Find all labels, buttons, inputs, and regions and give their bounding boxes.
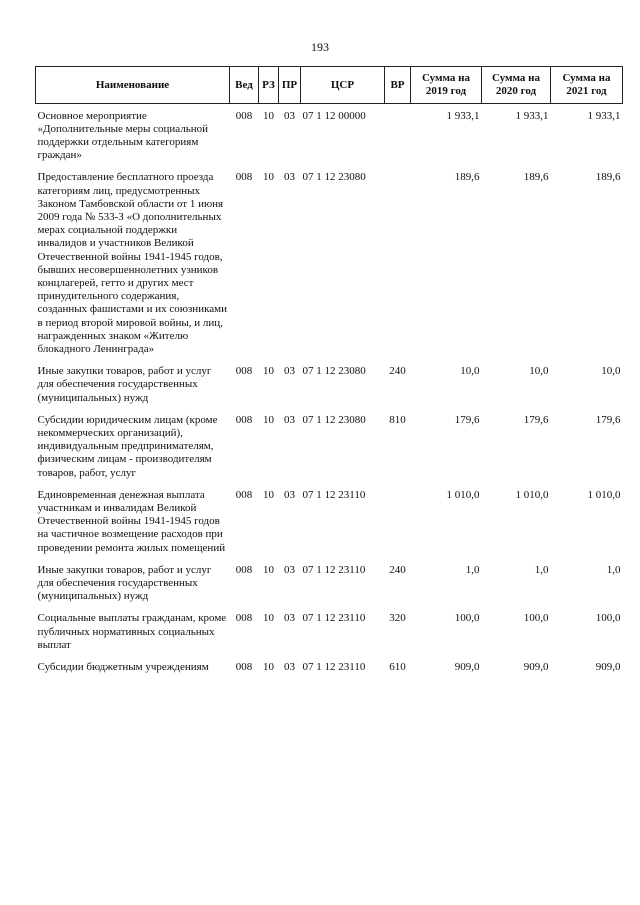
row-sum-2019: 1,0 — [465, 563, 480, 576]
row-rz: 10 — [263, 413, 274, 426]
row-sum-2020: 909,0 — [523, 661, 549, 674]
row-sum-2019: 1 933,1 — [446, 109, 480, 122]
row-rz: 10 — [263, 563, 274, 576]
page-number: 193 — [311, 40, 329, 54]
row-csr: 07 1 12 23110 — [302, 612, 366, 625]
row-sum-2020: 189,6 — [523, 171, 549, 184]
row-name: Субсидии юридическим лицам (кроме некоммерческих организаций), индивидуальным предпринимателям, физическим лицам - производителям товаров, работ, услуг — [37, 413, 218, 479]
row-sum-2021: 1 933,1 — [587, 109, 621, 122]
row-rz: 10 — [263, 109, 274, 122]
row-csr: 07 1 12 00000 — [302, 109, 366, 122]
row-sum-2019: 189,6 — [454, 171, 480, 184]
table-row — [36, 110, 623, 172]
header-sum-2019: Сумма на 2019 год — [411, 67, 482, 104]
table-header — [36, 67, 623, 104]
table-row — [36, 564, 623, 613]
header-csr: ЦСР — [301, 67, 385, 104]
row-sum-2019: 179,6 — [454, 413, 480, 426]
row-vr — [385, 489, 411, 564]
row-sum-2020: 1,0 — [534, 563, 549, 576]
row-sum-2019: 1 010,0 — [446, 488, 480, 501]
row-sum-2020: 10,0 — [529, 365, 549, 378]
row-ved: 008 — [235, 563, 253, 576]
row-sum-2020: 1 933,1 — [515, 109, 549, 122]
row-ved: 008 — [235, 171, 253, 184]
row-ved: 008 — [235, 661, 253, 674]
budget-table — [35, 66, 623, 683]
row-vr: 240 — [389, 563, 406, 576]
row-pr: 03 — [284, 413, 295, 426]
row-sum-2020: 179,6 — [523, 413, 549, 426]
row-sum-2021: 10,0 — [601, 365, 621, 378]
row-pr: 03 — [284, 563, 295, 576]
row-sum-2021: 179,6 — [595, 413, 621, 426]
row-ved: 008 — [235, 413, 253, 426]
header-ved: Вед — [230, 67, 259, 104]
row-name: Предоставление бесплатного проезда категориям лиц, предусмотренных Законом Тамбовской области от 1 июня 2009 года № 533-З «О дополнительных мерах социальной поддержки инвалидов и участников Великой Отечественной войны 1941-1945 годов, бывших несовершеннолетних узников концлагерей, гетто и других мест принудительного содержания, созданных фашистами и их союзниками в период второй мировой войны, и лиц, награжденных знаком «Жителю блокадного Ленинграда» — [37, 171, 227, 355]
row-sum-2019: 10,0 — [460, 365, 480, 378]
header-rz: РЗ — [259, 67, 279, 104]
table-row — [36, 489, 623, 564]
row-sum-2019: 100,0 — [454, 612, 480, 625]
row-vr — [385, 171, 411, 365]
row-rz: 10 — [263, 365, 274, 378]
row-vr: 320 — [389, 612, 406, 625]
header-sum-2021: Сумма на 2021 год — [551, 67, 623, 104]
header-pr: ПР — [279, 67, 301, 104]
row-pr: 03 — [284, 661, 295, 674]
row-sum-2021: 1,0 — [606, 563, 621, 576]
row-name: Единовременная денежная выплата участникам и инвалидам Великой Отечественной войны 1941-1945 годов на частичное возмещение расходов при проведении ремонта жилых помещений — [37, 488, 226, 554]
row-sum-2020: 100,0 — [523, 612, 549, 625]
table-row — [36, 365, 623, 414]
table-row — [36, 414, 623, 489]
row-name: Основное мероприятие «Дополнительные меры социальной поддержки отдельным категориям граждан» — [37, 109, 209, 162]
row-name: Социальные выплаты гражданам, кроме публичных нормативных социальных выплат — [37, 612, 227, 651]
row-sum-2019: 909,0 — [454, 661, 480, 674]
row-rz: 10 — [263, 612, 274, 625]
row-pr: 03 — [284, 488, 295, 501]
row-pr: 03 — [284, 365, 295, 378]
row-ved: 008 — [235, 488, 253, 501]
table-row — [36, 612, 623, 661]
table-row — [36, 661, 623, 683]
header-sum-2020: Сумма на 2020 год — [482, 67, 551, 104]
row-csr: 07 1 12 23080 — [302, 413, 366, 426]
row-ved: 008 — [235, 109, 253, 122]
row-pr: 03 — [284, 612, 295, 625]
row-pr: 03 — [284, 109, 295, 122]
row-vr — [385, 110, 411, 172]
row-csr: 07 1 12 23110 — [302, 488, 366, 501]
row-vr: 610 — [389, 661, 406, 674]
row-ved: 008 — [235, 365, 253, 378]
row-rz: 10 — [263, 661, 274, 674]
row-name: Субсидии бюджетным учреждениям — [37, 661, 209, 674]
table-body — [36, 104, 623, 684]
row-csr: 07 1 12 23080 — [302, 171, 366, 184]
row-sum-2021: 1 010,0 — [587, 488, 621, 501]
row-pr: 03 — [284, 171, 295, 184]
row-vr: 240 — [389, 365, 406, 378]
row-csr: 07 1 12 23110 — [302, 563, 366, 576]
row-sum-2021: 100,0 — [595, 612, 621, 625]
row-name: Иные закупки товаров, работ и услуг для обеспечения государственных (муниципальных) нужд — [37, 365, 212, 404]
row-rz: 10 — [263, 488, 274, 501]
row-csr: 07 1 12 23110 — [302, 661, 366, 674]
row-sum-2021: 189,6 — [595, 171, 621, 184]
row-ved: 008 — [235, 612, 253, 625]
row-name: Иные закупки товаров, работ и услуг для обеспечения государственных (муниципальных) нужд — [37, 563, 212, 603]
table-row — [36, 171, 623, 365]
header-name: Наименование — [36, 67, 230, 104]
row-sum-2021: 909,0 — [595, 661, 621, 674]
row-rz: 10 — [263, 171, 274, 184]
row-csr: 07 1 12 23080 — [302, 365, 366, 378]
row-vr: 810 — [389, 413, 406, 426]
row-sum-2020: 1 010,0 — [515, 488, 549, 501]
header-vr: ВР — [385, 67, 411, 104]
